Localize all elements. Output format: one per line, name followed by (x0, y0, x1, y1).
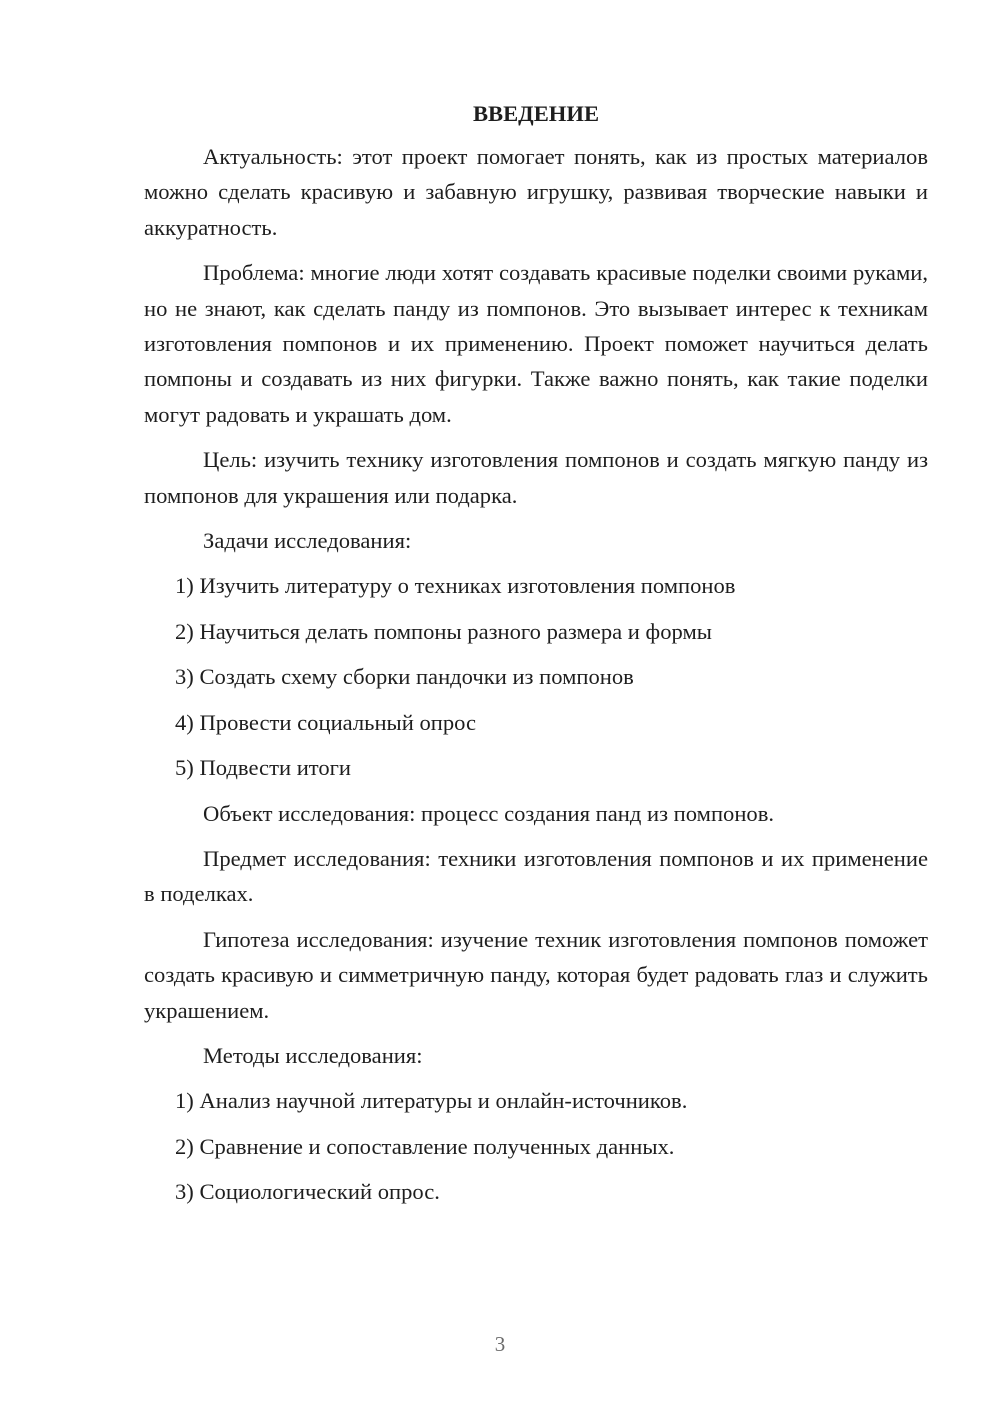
task-item: 2) Научиться делать помпоны разного размера и формы (175, 618, 712, 644)
method-item: 1) Анализ научной литературы и онлайн-источников. (175, 1088, 688, 1114)
page-number: 3 (494, 1332, 506, 1356)
problem-paragraph: Проблема: многие люди хотят создавать красивые поделки своими руками, но не знают, как сделать панду из помпонов. Это вызывает интерес к техникам изготовления помпонов и их применению. Проект поможет научиться делать помпоны и создавать из них фигурки. Также важно понять, как такие поделки могут радовать и украшать дом. (144, 260, 928, 427)
subject-paragraph: Предмет исследования: техники изготовления помпонов и их применение в поделках. (144, 845, 928, 907)
section-heading: ВВЕДЕНИЕ (472, 101, 600, 126)
task-item: 5) Подвести итоги (175, 755, 352, 781)
tasks-list (144, 568, 928, 785)
task-item: 1) Изучить литературу о техниках изготовления помпонов (175, 573, 736, 599)
methods-list (144, 1083, 928, 1209)
task-item: 4) Провести социальный опрос (175, 709, 477, 735)
method-item: 2) Сравнение и сопоставление полученных данных. (175, 1133, 675, 1159)
method-item: 3) Социологический опрос. (175, 1179, 440, 1205)
goal-paragraph: Цель: изучить технику изготовления помпонов и создать мягкую панду из помпонов для украшения или подарка. (144, 447, 928, 508)
methods-label: Методы исследования: (203, 1042, 423, 1068)
tasks-label: Задачи исследования: (203, 528, 412, 554)
task-item: 3) Создать схему сборки пандочки из помпонов (175, 664, 634, 690)
object-paragraph: Объект исследования: процесс создания панд из помпонов. (203, 800, 775, 826)
document-page (144, 96, 928, 1220)
hypothesis-paragraph: Гипотеза исследования: изучение техник изготовления помпонов поможет создать красивую и симметричную панду, которая будет радовать глаз и служить украшением. (144, 926, 928, 1023)
relevance-paragraph: Актуальность: этот проект помогает понять, как из простых материалов можно сделать красивую и забавную игрушку, развивая творческие навыки и аккуратность. (144, 144, 928, 240)
